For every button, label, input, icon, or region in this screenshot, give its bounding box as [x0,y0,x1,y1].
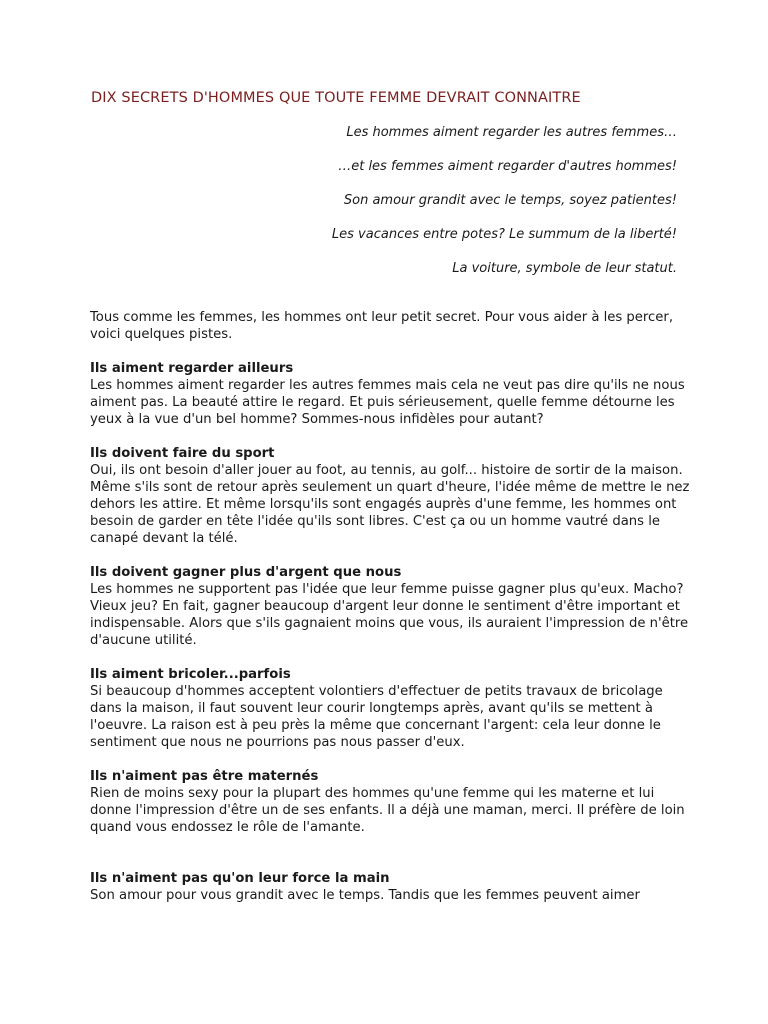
section-bricoler [90,666,690,751]
section-forcer-la-main [90,870,690,904]
section-heading: Ils aiment bricoler...parfois [90,667,291,682]
section-gagner-argent [90,564,690,649]
section-heading: Ils doivent faire du sport [90,446,275,461]
section-heading: Ils doivent gagner plus d'argent que nous [90,565,402,580]
section-materner [90,768,690,836]
section-paragraph: Les hommes aiment regarder les autres femmes mais cela ne veut pas dire qu'ils ne nous aiment pas. La beauté attire le regard. Et puis sérieusement, quelle femme détourne les yeux à la vue d'un bel homme? Sommes-nous infidèles pour autant? [90,378,685,427]
section-paragraph: Les hommes ne supportent pas l'idée que leur femme puisse gagner plus qu'eux. Macho? Vieux jeu? En fait, gagner beaucoup d'argent leur donne le sentiment d'être important et indispensable. Alors que s'ils gagnaient moins que vous, ils auraient l'impression de n'être d'aucune utilité. [90,582,689,648]
quote-line: Son amour grandit avec le temps, soyez patientes! [343,193,677,208]
quote-line: Les vacances entre potes? Le summum de la liberté! [331,227,677,242]
section-paragraph: Son amour pour vous grandit avec le temps. Tandis que les femmes peuvent aimer [90,888,640,903]
intro-paragraph: Tous comme les femmes, les hommes ont leur petit secret. Pour vous aider à les percer, voici quelques pistes. [90,310,674,342]
section-heading: Ils n'aiment pas qu'on leur force la main [90,871,390,886]
quote-line: …et les femmes aiment regarder d'autres hommes! [338,159,677,174]
blank-line [90,853,690,870]
section-faire-du-sport [90,445,690,547]
quote-line: Les hommes aiment regarder les autres femmes… [346,125,677,140]
document-title: DIX SECRETS D'HOMMES QUE TOUTE FEMME DEVRAIT CONNAITRE [91,90,581,106]
article-body [90,309,690,921]
section-heading: Ils n'aiment pas être maternés [90,769,319,784]
section-paragraph: Si beaucoup d'hommes acceptent volontiers d'effectuer de petits travaux de bricolage dans la maison, il faut souvent leur courir longtemps après, avant qu'ils se mettent à l'oeuvre. La raison est à peu près la même que concernant l'argent: cela leur donne le sentiment que nous ne pourrions pas nous passer d'eux. [90,684,663,750]
section-heading: Ils aiment regarder ailleurs [90,361,294,376]
section-regarder-ailleurs [90,360,690,428]
quote-line: La voiture, symbole de leur statut. [452,261,677,276]
quote-list [117,124,677,294]
section-paragraph: Oui, ils ont besoin d'aller jouer au foot, au tennis, au golf... histoire de sortir de la maison. Même s'ils sont de retour après seulement un quart d'heure, l'idée même de mettre le nez dehors les attire. Et même lorsqu'ils sont engagés auprès d'une femme, les hommes ont besoin de garder en tête l'idée qu'ils sont libres. C'est ça ou un homme vautré dans le canapé devant la télé. [90,463,690,546]
section-paragraph: Rien de moins sexy pour la plupart des hommes qu'une femme qui les materne et lui donne l'impression d'être un de ses enfants. Il a déjà une maman, merci. Il préfère de loin quand vous endossez le rôle de l'amante. [90,786,685,835]
